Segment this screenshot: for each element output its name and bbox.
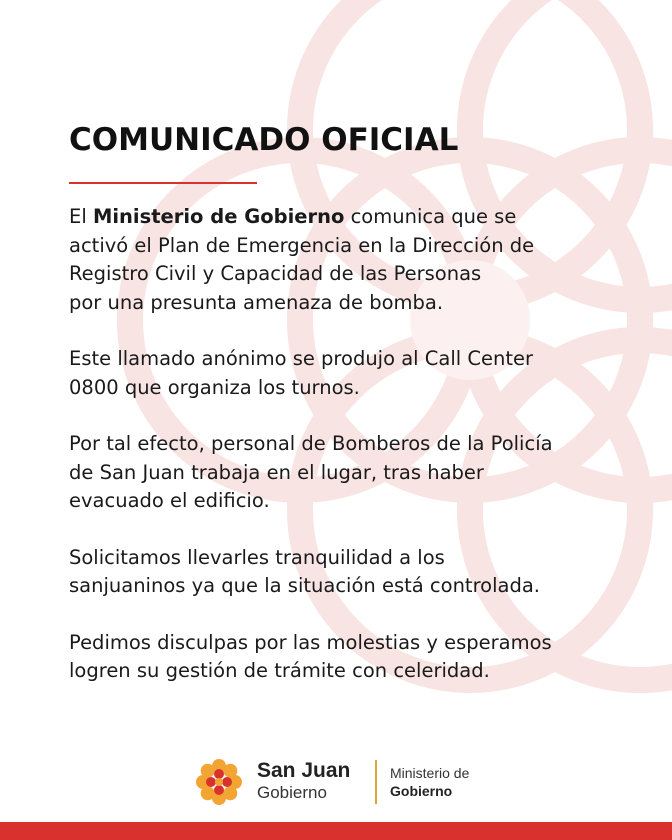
p2-line2: 0800 que organiza los turnos. [69,375,360,399]
p1-bold-ministry: Ministerio de Gobierno [92,205,345,228]
p2-line1: Este llamado anónimo se produjo al Call Center [69,347,534,370]
ministry-line-1: Ministerio de [390,765,470,781]
paragraph-3 [69,430,649,516]
p1-prefix: El [69,205,93,228]
p4-line1: Solicitamos llevarles tranquilidad a los [69,545,445,569]
bottom-accent-bar [0,822,672,840]
p1-line3: Registro Civil y Capacidad de las Personas [69,262,482,285]
page-title: COMUNICADO OFICIAL [69,122,459,158]
ministry-line-2: Gobierno [390,783,453,799]
p1-line2: activó el Plan de Emergencia en la Dirección de [69,233,535,257]
brand-subtitle: Gobierno [257,783,327,802]
title-underline [69,182,257,184]
sun-flower-logo-icon [195,758,243,806]
paragraph-5 [69,629,649,686]
p5-line2: logren su gestión de trámite con celeridad. [69,659,490,682]
communique-content [69,118,649,686]
p1-line4: por una presunta amenaza de bomba. [69,290,444,314]
p3-line3: evacuado el edificio. [69,489,270,512]
p3-line2: de San Juan trabaja en el lugar, tras haber [69,460,484,484]
p3-line1: Por tal efecto, personal de Bomberos de la Policía [69,432,553,455]
paragraph-4 [69,544,649,601]
brand-name: San Juan [257,759,351,782]
footer-branding [195,756,495,808]
paragraph-2 [69,345,649,402]
p5-line1: Pedimos disculpas por las molestias y esperamos [69,630,552,654]
p1-line1-rest: comunica que se [344,205,517,228]
p4-line2: sanjuaninos ya que la situación está controlada. [69,574,540,597]
paragraph-1 [69,203,649,317]
brand-divider [375,760,377,804]
